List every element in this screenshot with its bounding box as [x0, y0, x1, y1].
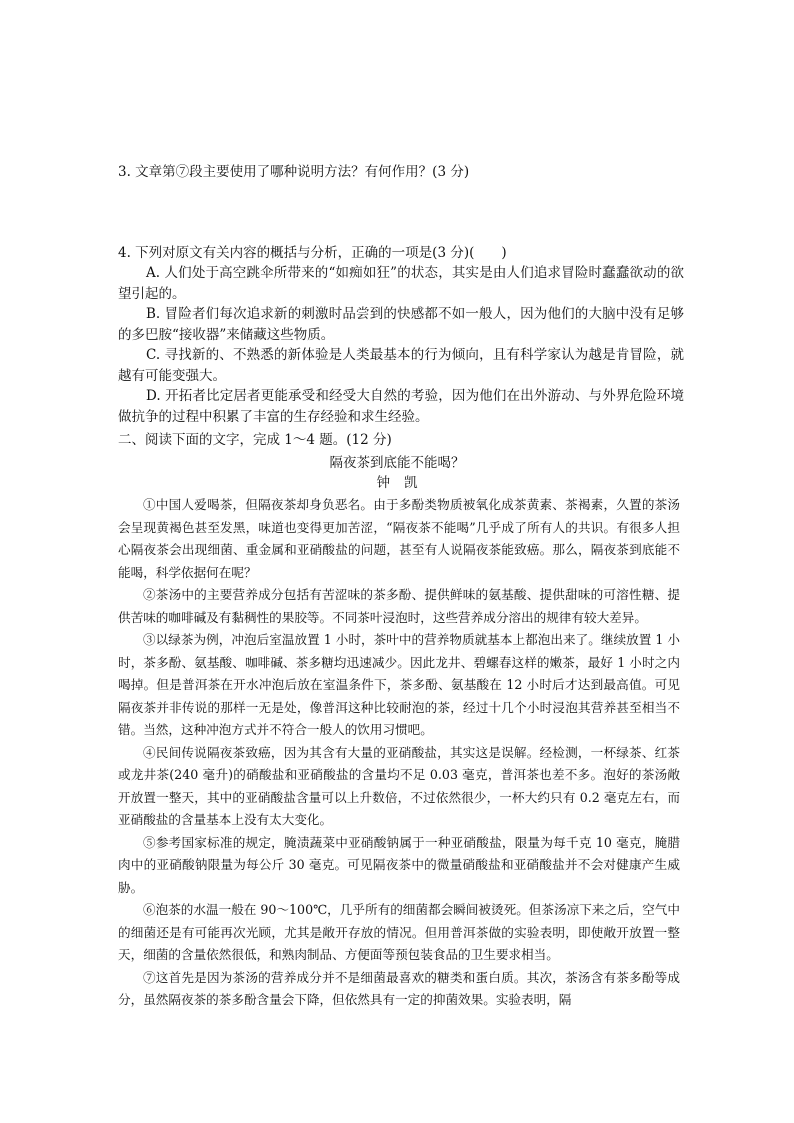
question-3: 3. 文章第⑦段主要使用了哪种说明方法？有何作用？(3 分) — [118, 164, 470, 180]
article-title: 隔夜茶到底能不能喝？ — [329, 455, 465, 471]
paragraph-2: ②茶汤中的主要营养成分包括有苦涩味的茶多酚、提供鲜味的氨基酸、提供甜味的可溶性糖、提供苦味的咖啡碱及有黏稠性的果胶等。不同茶叶浸泡时，这些营养成分溶出的规律有较大差异。 — [118, 587, 680, 625]
article-author: 钟凯 — [376, 475, 432, 491]
paragraph-4: ④民间传说隔夜茶致癌，因为其含有大量的亚硝酸盐，其实这是误解。经检测，一杯绿茶、红茶或龙井茶(240 毫升)的硝酸盐和亚硝酸盐的含量均不足 0.03 毫克，普洱茶也差不多。泡好的茶汤敞开放置一整天，其中的亚硝酸盐含量可以上升数倍，不过依然很少，一杯大约只有 0.2 毫克左右，而亚硝酸盐的含量基本上没有太大变化。 — [118, 744, 680, 827]
article-body — [118, 494, 680, 1012]
paragraph-7: ⑦这首先是因为茶汤的营养成分并不是细菌最喜欢的糖类和蛋白质。其次，茶汤含有茶多酚等成分，虽然隔夜茶的茶多酚含量会下降，但依然具有一定的抑菌效果。实验表明，隔 — [118, 969, 680, 1007]
option-c: C. 寻找新的、不熟悉的新体验是人类最基本的行为倾向，且有科学家认为越是肯冒险，就越有可能变强大。 — [118, 347, 684, 384]
paragraph-5: ⑤参考国家标准的规定，腌渍蔬菜中亚硝酸钠属于一种亚硝酸盐，限量为每千克 10 毫克，腌腊肉中的亚硝酸钠限量为每公斤 30 毫克。可见隔夜茶中的微量硝酸盐和亚硝酸盐并不会对健康产生威胁。 — [118, 834, 680, 895]
option-b: B. 冒险者们每次追求新的刺激时品尝到的快感都不如一般人，因为他们的大脑中没有足够的多巴胺“接收器”来储藏这些物质。 — [118, 306, 684, 343]
paragraph-1: ①中国人爱喝茶，但隔夜茶却身负恶名。由于多酚类物质被氧化成茶黄素、茶褐素，久置的茶汤会呈现黄褐色甚至发黑，味道也变得更加苦涩，“隔夜茶不能喝”几乎成了所有人的共识。有很多人担心隔夜茶会出现细菌、重金属和亚硝酸盐的问题，甚至有人说隔夜茶能致癌。那么，隔夜茶到底能不能喝，科学依据何在呢？ — [118, 497, 680, 580]
question-4-options — [118, 263, 684, 427]
option-a: A. 人们处于高空跳伞所带来的“如痴如狂”的状态，其实是由人们追求冒险时蠢蠢欲动的欲望引起的。 — [118, 265, 684, 302]
paragraph-3: ③以绿茶为例，冲泡后室温放置 1 小时，茶叶中的营养物质就基本上都泡出来了。继续放置 1 小时，茶多酚、氨基酸、咖啡碱、茶多糖均迅速减少。因此龙井、碧螺春这样的嫩茶，最好 1 小时之内喝掉。但是普洱茶在开水冲泡后放在室温条件下，茶多酚、氨基酸在 12 小时后才达到最高值。可见隔夜茶并非传说的那样一无是处，像普洱这种比较耐泡的茶，经过十几个小时浸泡其营养甚至相当不错。当然，这种冲泡方式并不符合一般人的饮用习惯吧。 — [118, 632, 680, 737]
option-d: D. 开拓者比定居者更能承受和经受大自然的考验，因为他们在出外游动、与外界危险环境做抗争的过程中积累了丰富的生存经验和求生经验。 — [118, 388, 684, 425]
paragraph-6: ⑥泡茶的水温一般在 90～100℃，几乎所有的细菌都会瞬间被烫死。但茶汤凉下来之后，空气中的细菌还是有可能再次光顾，尤其是敞开存放的情况。但用普洱茶做的实验表明，即使敞开放置一整天，细菌的含量依然很低，和熟肉制品、方便面等预包装食品的卫生要求相当。 — [118, 902, 680, 962]
question-4: 4. 下列对原文有关内容的概括与分析，正确的一项是(3 分)( ) — [118, 245, 507, 261]
section-heading: 二、阅读下面的文字，完成 1～4 题。(12 分) — [118, 432, 392, 448]
